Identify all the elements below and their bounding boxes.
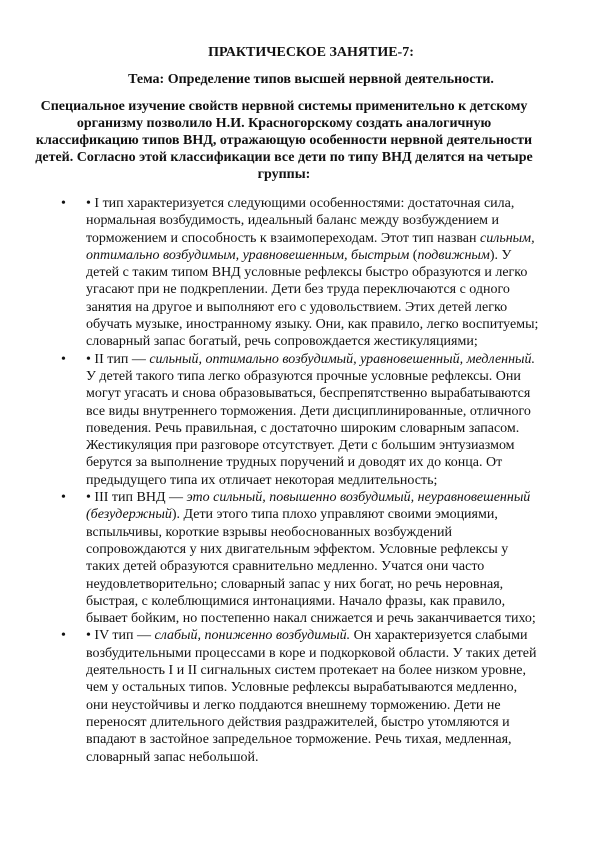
bullet-icon: • xyxy=(61,196,66,211)
type-text: • III тип ВНД — xyxy=(86,490,187,506)
vnd-types-list xyxy=(61,195,542,766)
list-item-type-3 xyxy=(61,489,542,627)
type-italic-text: сильным, оптимально возбудимым, уравновешенным, быстрым xyxy=(86,230,535,263)
type-italic-text: подвижным xyxy=(417,247,490,263)
type-text: У детей такого типа легко образуются прочные условные рефлексы. Они могут угасать и снова образовываться, беспрепятственно вырабатываются все виды внутреннего торможения. Дети дисциплинированные, отличного поведения. Речь правильная, с достаточно широким словарным запасом. Жестикуляция при разговоре отсутствует. Дети с большим энтузиазмом берутся за выполнение трудных поручений и доводят их до конца. От предыдущего типа их отличает некоторая медлительность; xyxy=(86,368,531,488)
bullet-icon: • xyxy=(61,351,66,367)
type-text: Он характеризуется слабыми возбудительными процессами в коре и подкорковой области. У таких детей деятельность I и II сигнальных систем протекает на более низком уровне, чем у остальных типов. Условные рефлексы вырабатываются медленно, они неустойчивы и легко поддаются внешнему торможению. Дети не переносят длительного действия раздражителей, быстро утомляются и впадают в застойное запредельное торможение. Речь тихая, медленная, словарный запас небольшой. xyxy=(86,628,537,765)
bullet-icon: • xyxy=(61,490,66,506)
type-text: • IV тип — xyxy=(86,628,155,644)
type-italic-text: это сильный, повышенно возбудимый, неуравновешенный (безудержный xyxy=(86,490,531,523)
type-text: ( xyxy=(409,247,418,263)
list-item-type-1 xyxy=(61,195,542,351)
type-text: ). У детей с таким типом ВНД условные рефлексы быстро образуются и легко угасают при не подкреплении. Дети без труда переключаются с одного занятия на другое и выполняют его с удовольствием. Этих детей легко обучать музыке, иностранному языку. Они, как правило, легко воспитуемы; словарный запас богатый, речь сопровождается жестикуляциями; xyxy=(86,247,539,350)
intro-paragraph: Специальное изучение свойств нервной системы применительно к детскому организму позволило Н.И. Красногорскому создать аналогичную классификацию типов ВНД, отражающую особенности нервной деятельности детей. Согласно этой классификации все дети по типу ВНД делятся на четыре группы: xyxy=(35,99,533,182)
page-title: ПРАКТИЧЕСКОЕ ЗАНЯТИЕ-7: xyxy=(208,45,414,60)
type-italic-text: сильный, оптимально возбудимый, уравновешенный, медленный. xyxy=(149,351,536,367)
type-italic-text: слабый, пониженно возбудимый. xyxy=(154,628,351,644)
type-text: • I тип характеризуется следующими особенностями: достаточная сила, нормальная возбудимость, идеальный баланс между возбуждением и торможением и способность к взаимопереходам. Этот тип назван xyxy=(86,196,515,246)
list-item-type-2 xyxy=(61,351,542,489)
type-text: • II тип — xyxy=(86,351,150,367)
type-text: ). Дети этого типа плохо управляют своими эмоциями, вспыльчивы, короткие взрывы необоснованных возбуждений сопровождаются у них двигательным эффектом. Условные рефлексы у таких детей образуются сравнительно медленно. Учатся они часто неудовлетворительно; словарный запас у них богат, но речь неровная, быстрая, с колеблющимися интонациями. Начало фразы, как правило, бывает бойким, но постепенно накал снижается и речь заканчивается тихо; xyxy=(86,507,536,627)
list-item-type-4 xyxy=(61,627,542,765)
bullet-icon: • xyxy=(61,628,66,644)
topic-heading: Тема: Определение типов высшей нервной деятельности. xyxy=(128,72,494,87)
